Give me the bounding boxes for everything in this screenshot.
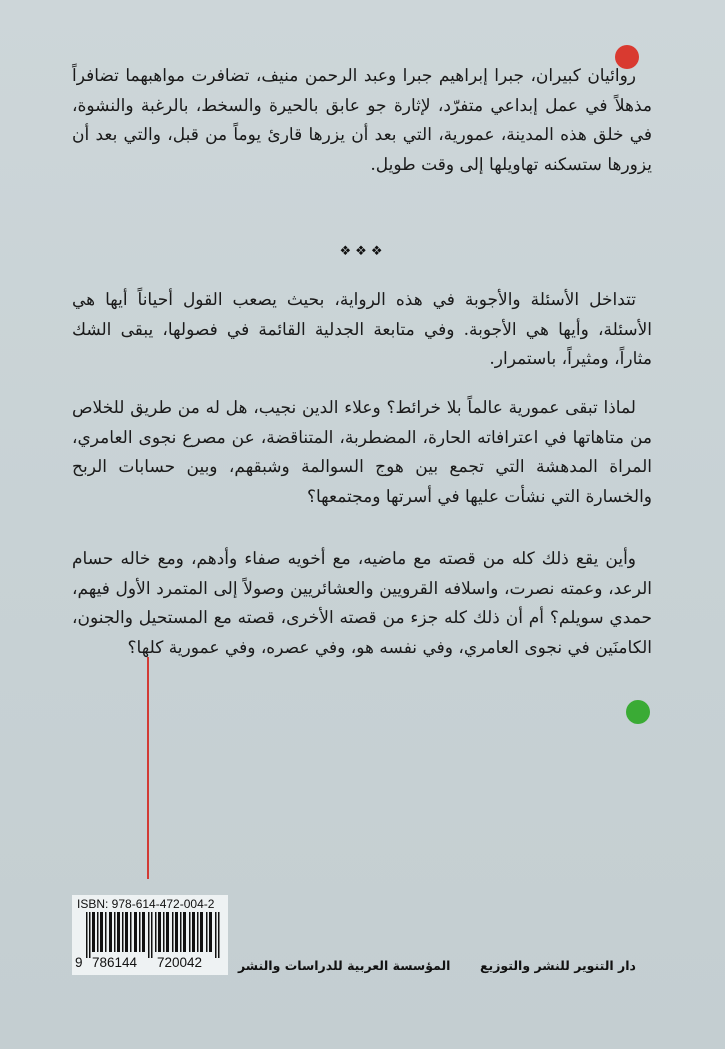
isbn-label: ISBN: 978-614-472-004-2 [77,897,215,911]
blurb-text: تتداخل الأسئلة والأجوبة في هذه الرواية، بحيث يصعب القول أحياناً أيها هي الأسئلة، وأيها هي الأجوبة. وفي متابعة الجدلية القائمة في فصولها، يبقى الشك مثاراً، ومثيراً، باستمرار. [72,290,652,369]
ornament-divider-icon: ❖❖❖ [339,244,387,259]
barcode-icon [86,912,222,958]
blurb-paragraph-2 [72,286,652,375]
red-vertical-line-decoration [147,657,149,879]
blurb-paragraph-3 [72,394,652,512]
blurb-paragraph-4 [72,545,652,663]
isbn-barcode [72,895,228,975]
barcode-digit-prefix: 9 [75,955,83,970]
barcode-digit-group-left: 786144 [92,955,138,970]
publisher-arab-institute: المؤسسة العربية للدراسات والنشر [238,958,451,973]
barcode-digit-group-right: 720042 [157,955,203,970]
publisher-dar-altanweer: دار التنوير للنشر والتوزيع [480,958,636,973]
blurb-paragraph-1 [72,62,652,180]
blurb-text: وأين يقع ذلك كله من قصته مع ماضيه، مع أخويه صفاء وأدهم، ومع خاله حسام الرعد، وعمته نصرت، واسلافه القرويين والعشائريين وصولاً إلى المتمرد الأول فيهم، حمدي سويلم؟ أم أن ذلك كله جزء من قصته الأخرى، قصته مع المستحيل والجنون، الكامنَين في نجوى العامري، وفي نفسه هو، وفي عصره، وفي عمورية كلها؟ [72,549,652,658]
blurb-text: روائيان كبيران، جبرا إبراهيم جبرا وعبد الرحمن منيف، تضافرت مواهبهما تضافراً مذهلاً في عمل إبداعي متفرّد، لإثارة جو عابق بالحيرة والسخط، بالرغبة والنشوة، في خلق هذه المدينة، عمورية، التي بعد أن يزرها قارئ يوماً من قبل، والتي بعد أن يزورها ستسكنه تهاويلها إلى وقت طويل. [72,66,652,175]
green-dot-decoration [626,700,650,724]
blurb-text: لماذا تبقى عمورية عالماً بلا خرائط؟ وعلاء الدين نجيب، هل له من طريق للخلاص من متاهاتها في اعترافاته الحارة، المضطربة، المتناقضة، عن مصرع نجوى العامري، المراة المدهشة التي تجمع بين هوج السوالمة وشبقهم، وبين حسابات الربح والخسارة التي نشأت عليها في أسرتها ومجتمعها؟ [72,398,652,507]
